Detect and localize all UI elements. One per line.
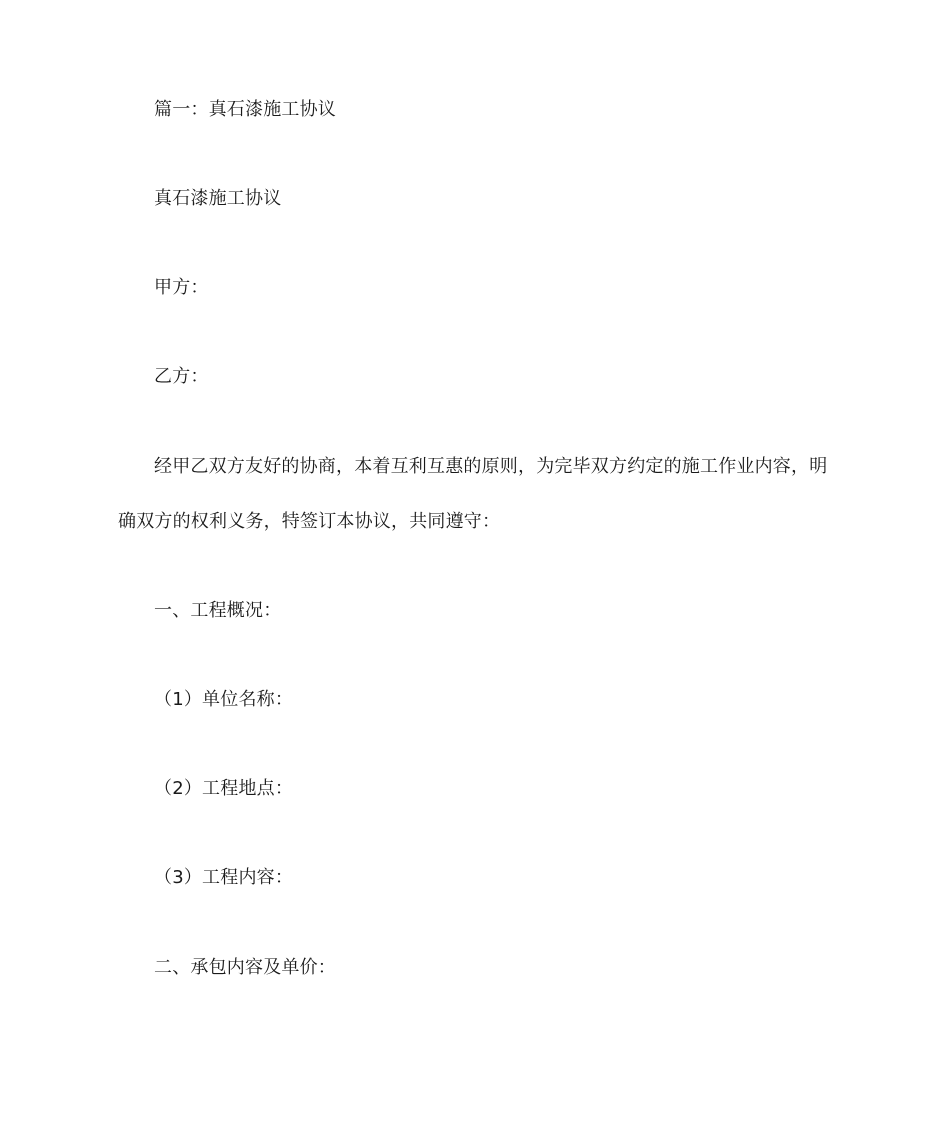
- intro-paragraph-line-1: 经甲乙双方友好的协商，本着互利互惠的原则，为完毕双方约定的施工作业内容，明: [154, 456, 828, 477]
- document-title: 真石漆施工协议: [154, 188, 282, 209]
- article-1-item-location: （2）工程地点：: [154, 778, 294, 799]
- section-heading: 篇一：真石漆施工协议: [154, 99, 336, 120]
- party-a-label: 甲方：: [154, 277, 209, 298]
- article-1-item-content: （3）工程内容：: [154, 867, 294, 888]
- article-1-item-unit-name: （1）单位名称：: [154, 689, 294, 710]
- article-2-heading: 二、承包内容及单价：: [154, 957, 336, 978]
- party-b-label: 乙方：: [154, 366, 209, 387]
- intro-paragraph-line-2: 确双方的权利义务，特签订本协议，共同遵守：: [118, 511, 501, 532]
- article-1-heading: 一、工程概况：: [154, 600, 282, 621]
